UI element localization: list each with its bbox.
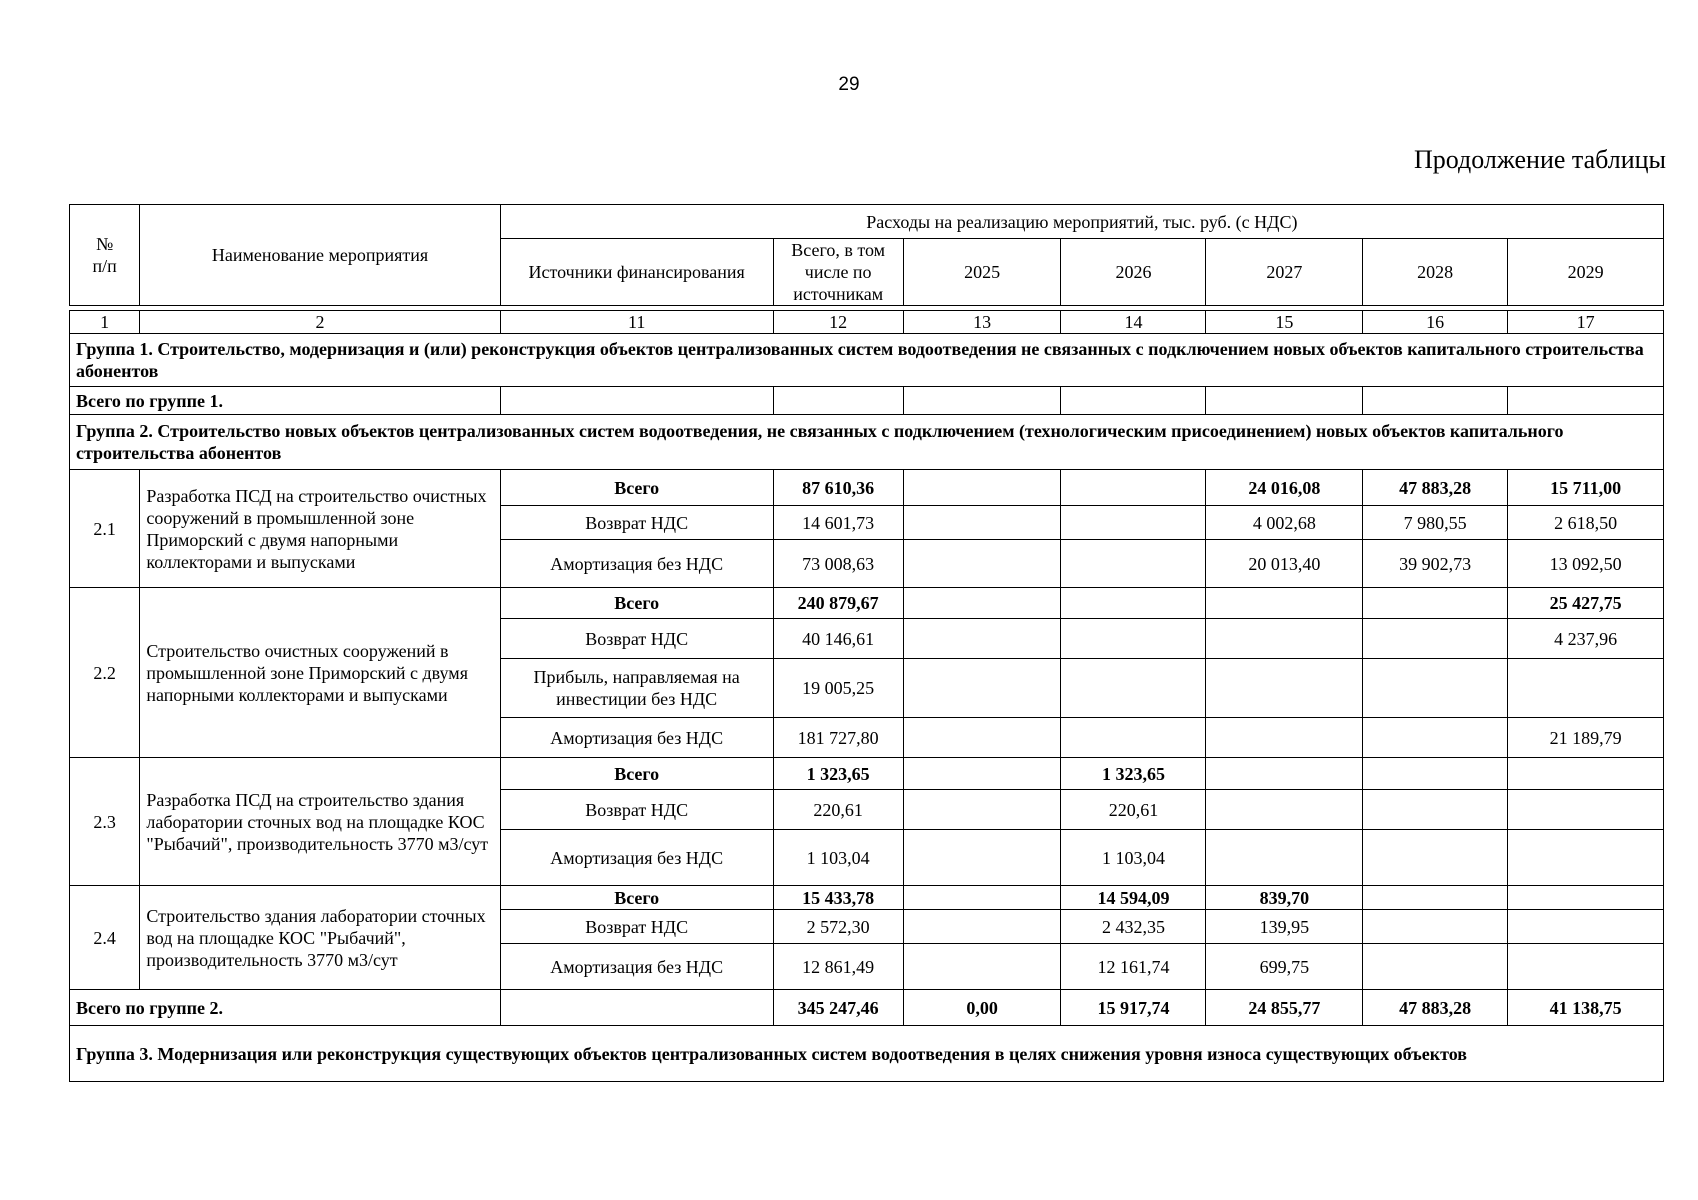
continuation-label: Продолжение таблицы (1414, 145, 1666, 174)
year-cell (903, 540, 1061, 588)
year-cell (903, 718, 1061, 758)
total-cell: 1 103,04 (773, 830, 903, 886)
year-cell: 4 237,96 (1508, 619, 1664, 659)
total-cell: 1 323,65 (773, 758, 903, 790)
year-cell: 13 092,50 (1508, 540, 1664, 588)
empty-cell (903, 387, 1061, 415)
year-cell (1206, 830, 1363, 886)
page-number: 29 (838, 74, 860, 95)
expenses-table (69, 204, 1664, 1082)
year-cell (1363, 910, 1508, 944)
year-cell: 14 594,09 (1061, 886, 1206, 910)
year-cell: 2 432,35 (1061, 910, 1206, 944)
group-total-row (70, 990, 1664, 1026)
empty-cell (1206, 387, 1363, 415)
source-cell: Возврат НДС (500, 910, 773, 944)
header-sources: Источники финансирования (500, 239, 773, 306)
total-cell: 240 879,67 (773, 588, 903, 619)
item-num: 2.4 (70, 886, 140, 990)
year-cell (1508, 910, 1664, 944)
year-cell (1206, 790, 1363, 830)
header-num: № п/п (70, 205, 140, 306)
header-total: Всего, в том числе по источникам (773, 239, 903, 306)
empty-cell (500, 990, 773, 1026)
year-cell (1363, 944, 1508, 990)
year-cell: 25 427,75 (1508, 588, 1664, 619)
col-number: 2 (140, 311, 500, 334)
year-cell (903, 758, 1061, 790)
group3-title: Группа 3. Модернизация или реконструкция существующих объектов централизованных систем водоотведения в целях снижения уровня износа существующих объектов (70, 1026, 1664, 1082)
year-cell (903, 588, 1061, 619)
header-year-2027: 2027 (1206, 239, 1363, 306)
total-cell: 2 572,30 (773, 910, 903, 944)
total-cell: 19 005,25 (773, 659, 903, 718)
year-cell: 0,00 (903, 990, 1061, 1026)
item-name: Строительство очистных сооружений в промышленной зоне Приморский с двумя напорными коллекторами и выпусками (140, 588, 500, 758)
year-cell: 699,75 (1206, 944, 1363, 990)
year-cell (1508, 790, 1664, 830)
source-cell: Амортизация без НДС (500, 718, 773, 758)
table-row (70, 470, 1664, 506)
year-cell (1061, 540, 1206, 588)
source-cell: Возврат НДС (500, 619, 773, 659)
year-cell (1061, 506, 1206, 540)
col-number: 12 (773, 311, 903, 334)
year-cell (903, 886, 1061, 910)
empty-cell (773, 387, 903, 415)
year-cell (1363, 830, 1508, 886)
group1-title: Группа 1. Строительство, модернизация и (или) реконструкция объектов централизованных систем водоотведения не связанных с подключением новых объектов капитального строительства абонентов (70, 334, 1664, 387)
year-cell (1508, 944, 1664, 990)
group-title-row (70, 334, 1664, 387)
year-cell (1061, 588, 1206, 619)
total-cell: 87 610,36 (773, 470, 903, 506)
source-cell: Всего (500, 588, 773, 619)
item-name: Разработка ПСД на строительство здания лаборатории сточных вод на площадке КОС "Рыбачий", производительность 3770 м3/сут (140, 758, 500, 886)
year-cell (1363, 758, 1508, 790)
source-cell: Всего (500, 886, 773, 910)
year-cell: 220,61 (1061, 790, 1206, 830)
year-cell (1508, 886, 1664, 910)
year-cell: 24 855,77 (1206, 990, 1363, 1026)
header-name: Наименование мероприятия (140, 205, 500, 306)
table-row (70, 588, 1664, 619)
year-cell (1061, 470, 1206, 506)
table-row (70, 758, 1664, 790)
source-cell: Прибыль, направляемая на инвестиции без НДС (500, 659, 773, 718)
year-cell: 2 618,50 (1508, 506, 1664, 540)
col-number: 15 (1206, 311, 1363, 334)
year-cell: 7 980,55 (1363, 506, 1508, 540)
table-row (70, 886, 1664, 910)
item-num: 2.2 (70, 588, 140, 758)
year-cell (903, 790, 1061, 830)
year-cell (1206, 619, 1363, 659)
source-cell: Возврат НДС (500, 506, 773, 540)
group1-total-label: Всего по группе 1. (70, 387, 501, 415)
year-cell (1061, 619, 1206, 659)
year-cell: 15 711,00 (1508, 470, 1664, 506)
total-cell: 345 247,46 (773, 990, 903, 1026)
col-number: 14 (1061, 311, 1206, 334)
source-cell: Амортизация без НДС (500, 944, 773, 990)
year-cell (1206, 758, 1363, 790)
year-cell: 4 002,68 (1206, 506, 1363, 540)
header-year-2025: 2025 (903, 239, 1061, 306)
column-number-row (70, 311, 1664, 334)
year-cell (1206, 659, 1363, 718)
year-cell: 41 138,75 (1508, 990, 1664, 1026)
header-row-1 (70, 205, 1664, 239)
total-cell: 73 008,63 (773, 540, 903, 588)
year-cell (1508, 758, 1664, 790)
year-cell: 1 103,04 (1061, 830, 1206, 886)
item-name: Строительство здания лаборатории сточных вод на площадке КОС "Рыбачий", производительность 3770 м3/сут (140, 886, 500, 990)
col-number: 1 (70, 311, 140, 334)
year-cell (1206, 588, 1363, 619)
empty-cell (1363, 387, 1508, 415)
header-expenses: Расходы на реализацию мероприятий, тыс. руб. (с НДС) (500, 205, 1663, 239)
year-cell: 839,70 (1206, 886, 1363, 910)
year-cell (1061, 659, 1206, 718)
year-cell: 12 161,74 (1061, 944, 1206, 990)
year-cell (903, 506, 1061, 540)
item-num: 2.1 (70, 470, 140, 588)
header-year-2026: 2026 (1061, 239, 1206, 306)
year-cell (903, 470, 1061, 506)
year-cell (1061, 718, 1206, 758)
year-cell: 20 013,40 (1206, 540, 1363, 588)
year-cell: 1 323,65 (1061, 758, 1206, 790)
group-title-row (70, 415, 1664, 470)
year-cell (903, 619, 1061, 659)
year-cell (1363, 886, 1508, 910)
source-cell: Всего (500, 470, 773, 506)
year-cell (1206, 718, 1363, 758)
empty-cell (1508, 387, 1664, 415)
year-cell: 47 883,28 (1363, 470, 1508, 506)
item-name: Разработка ПСД на строительство очистных сооружений в промышленной зоне Приморский с двумя напорными коллекторами и выпусками (140, 470, 500, 588)
group-total-row (70, 387, 1664, 415)
header-year-2028: 2028 (1363, 239, 1508, 306)
total-cell: 15 433,78 (773, 886, 903, 910)
year-cell (1508, 830, 1664, 886)
group-title-row (70, 1026, 1664, 1082)
year-cell (1363, 790, 1508, 830)
year-cell (903, 910, 1061, 944)
year-cell: 47 883,28 (1363, 990, 1508, 1026)
year-cell (1363, 718, 1508, 758)
year-cell: 24 016,08 (1206, 470, 1363, 506)
year-cell: 21 189,79 (1508, 718, 1664, 758)
col-number: 13 (903, 311, 1061, 334)
group2-title: Группа 2. Строительство новых объектов централизованных систем водоотведения, не связанных с подключением (технологическим присоединением) новых объектов капитального строительства абонентов (70, 415, 1664, 470)
total-cell: 12 861,49 (773, 944, 903, 990)
year-cell (1508, 659, 1664, 718)
source-cell: Возврат НДС (500, 790, 773, 830)
year-cell (1363, 588, 1508, 619)
header-year-2029: 2029 (1508, 239, 1664, 306)
col-number: 17 (1508, 311, 1664, 334)
source-cell: Амортизация без НДС (500, 830, 773, 886)
year-cell (903, 659, 1061, 718)
year-cell: 15 917,74 (1061, 990, 1206, 1026)
group2-total-label: Всего по группе 2. (70, 990, 501, 1026)
empty-cell (1061, 387, 1206, 415)
total-cell: 220,61 (773, 790, 903, 830)
item-num: 2.3 (70, 758, 140, 886)
year-cell (1363, 659, 1508, 718)
source-cell: Всего (500, 758, 773, 790)
year-cell (903, 944, 1061, 990)
empty-cell (500, 387, 773, 415)
total-cell: 14 601,73 (773, 506, 903, 540)
total-cell: 181 727,80 (773, 718, 903, 758)
source-cell: Амортизация без НДС (500, 540, 773, 588)
year-cell: 39 902,73 (1363, 540, 1508, 588)
col-number: 16 (1363, 311, 1508, 334)
col-number: 11 (500, 311, 773, 334)
year-cell: 139,95 (1206, 910, 1363, 944)
total-cell: 40 146,61 (773, 619, 903, 659)
year-cell (1363, 619, 1508, 659)
year-cell (903, 830, 1061, 886)
